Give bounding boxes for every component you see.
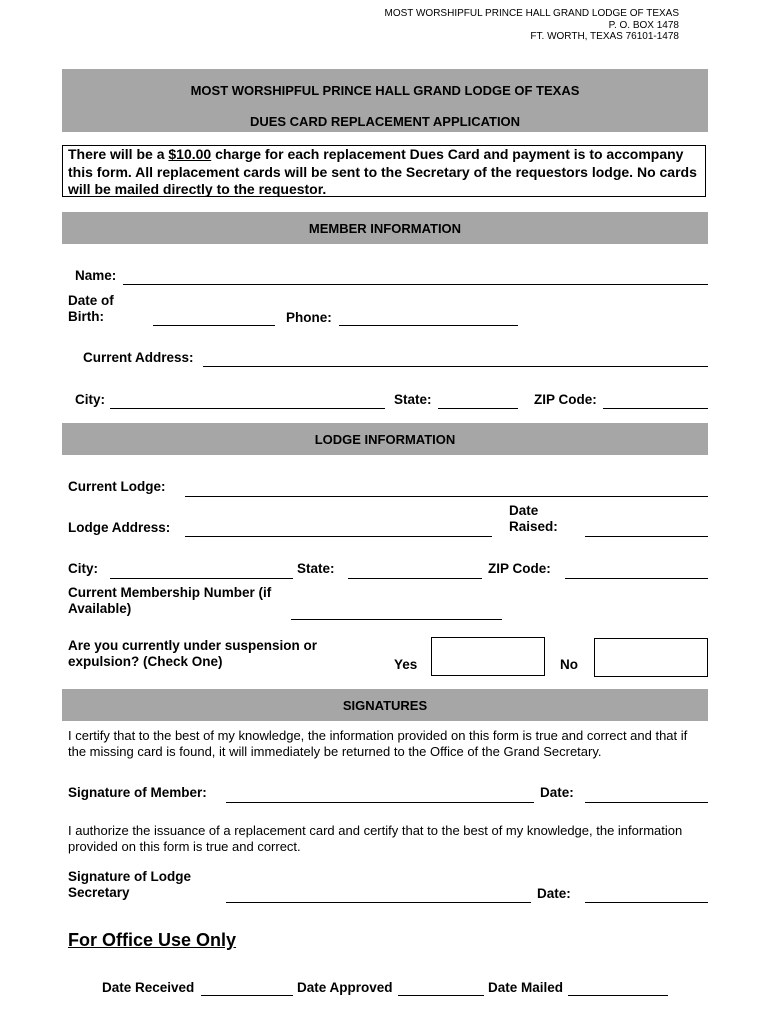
authorize-text: I authorize the issuance of a replacement card and certify that to the best of my knowledge, the information provided on this form is true and correct.	[68, 823, 683, 854]
current-address-label: Current Address:	[83, 350, 194, 365]
office-use-title: For Office Use Only	[68, 930, 237, 950]
yes-label: Yes	[394, 657, 418, 672]
form-title: DUES CARD REPLACEMENT APPLICATION	[249, 114, 521, 129]
current-address-field[interactable]	[203, 366, 708, 367]
phone-field[interactable]	[339, 325, 518, 326]
fee-notice	[62, 145, 706, 197]
letterhead-line-2: P. O. BOX 1478	[608, 19, 679, 31]
member-section-band	[62, 212, 708, 244]
date-approved-field[interactable]	[398, 995, 484, 996]
member-zip-field[interactable]	[603, 408, 708, 409]
notice-pre: There will be a	[68, 146, 169, 162]
member-zip-label: ZIP Code:	[534, 392, 597, 407]
date-mailed-field[interactable]	[568, 995, 668, 996]
dob-label: Date of Birth:	[68, 293, 114, 324]
date-raised-label: Date Raised:	[509, 503, 558, 534]
member-date-field[interactable]	[585, 802, 708, 803]
lodge-city-label: City:	[68, 561, 98, 576]
secretary-signature-label: Signature of Lodge Secretary	[68, 869, 191, 900]
secretary-date-label: Date:	[537, 886, 571, 901]
secretary-date-field[interactable]	[585, 902, 708, 903]
certify-text: I certify that to the best of my knowledge, the information provided on this form is true and correct and that if the missing card is found, it will immediately be returned to the Office of the Grand Secretary.	[68, 728, 688, 759]
lodge-zip-field[interactable]	[565, 578, 708, 579]
secretary-signature-field[interactable]	[226, 902, 531, 903]
lodge-zip-label: ZIP Code:	[488, 561, 551, 576]
signatures-section-band	[62, 689, 708, 721]
lodge-address-label: Lodge Address:	[68, 520, 171, 535]
notice-post: charge for each replacement Dues Card and payment is to accompany this form. All replacement cards will be sent to the Secretary of the requestors lodge. No cards will be mailed directly to the requestor.	[68, 146, 697, 197]
suspension-question: Are you currently under suspension or expulsion? (Check One)	[68, 638, 318, 669]
member-state-label: State:	[394, 392, 432, 407]
phone-label: Phone:	[286, 310, 332, 325]
lodge-section-band	[62, 423, 708, 455]
lodge-state-label: State:	[297, 561, 335, 576]
member-signature-field[interactable]	[226, 802, 534, 803]
name-field[interactable]	[123, 284, 708, 285]
current-lodge-field[interactable]	[185, 496, 708, 497]
member-state-field[interactable]	[438, 408, 518, 409]
letterhead-line-1: MOST WORSHIPFUL PRINCE HALL GRAND LODGE OF TEXAS	[384, 8, 679, 19]
lodge-section-title: LODGE INFORMATION	[314, 432, 456, 447]
letterhead-line-3: FT. WORTH, TEXAS 76101-1478	[530, 31, 679, 42]
no-checkbox[interactable]	[594, 638, 708, 677]
letterhead	[385, 8, 680, 43]
yes-checkbox[interactable]	[431, 637, 545, 676]
name-label: Name:	[75, 268, 117, 283]
date-raised-field[interactable]	[585, 536, 708, 537]
lodge-address-field[interactable]	[185, 536, 492, 537]
membership-number-label: Current Membership Number (if Available)	[68, 585, 272, 616]
date-received-label: Date Received	[102, 980, 195, 995]
member-date-label: Date:	[540, 785, 574, 800]
dob-field[interactable]	[153, 325, 275, 326]
no-label: No	[560, 657, 578, 672]
lodge-state-field[interactable]	[348, 578, 482, 579]
member-section-title: MEMBER INFORMATION	[308, 221, 462, 236]
membership-number-field[interactable]	[291, 619, 502, 620]
date-mailed-label: Date Mailed	[488, 980, 564, 995]
member-city-field[interactable]	[110, 408, 385, 409]
date-received-field[interactable]	[201, 995, 293, 996]
member-city-label: City:	[75, 392, 105, 407]
date-approved-label: Date Approved	[297, 980, 393, 995]
notice-amount: $10.00	[168, 146, 212, 162]
signatures-section-title: SIGNATURES	[342, 698, 428, 713]
title-band	[62, 69, 708, 132]
current-lodge-label: Current Lodge:	[68, 479, 166, 494]
org-title: MOST WORSHIPFUL PRINCE HALL GRAND LODGE OF TEXAS	[190, 83, 580, 98]
lodge-city-field[interactable]	[110, 578, 293, 579]
member-signature-label: Signature of Member:	[68, 785, 207, 800]
